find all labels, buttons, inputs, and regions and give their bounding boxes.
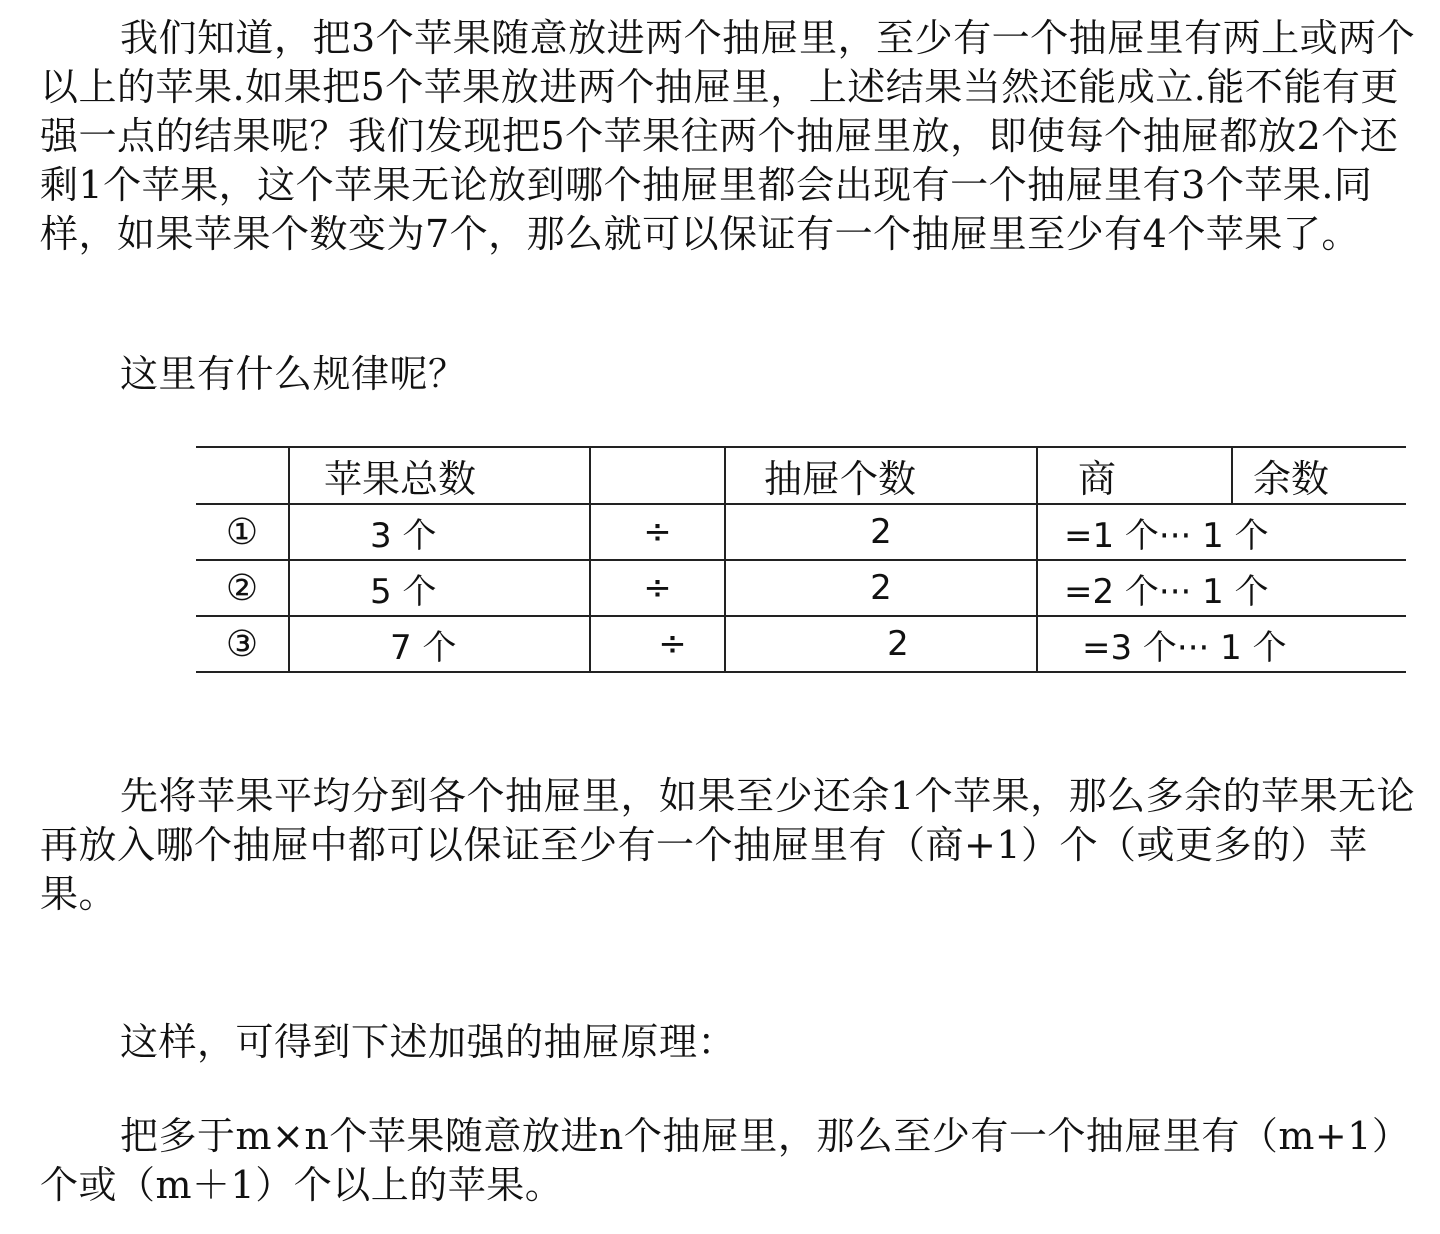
paragraph-lead-in: 这样，可得到下述加强的抽屉原理： [120, 1020, 737, 1064]
header-op [590, 447, 725, 504]
row-total: 3 个 [289, 504, 590, 560]
table-row [196, 504, 1406, 560]
paragraph-question: 这里有什么规律呢？ [120, 352, 467, 396]
row-count: 2 [725, 616, 1037, 672]
paragraph-intro: 我们知道，把3个苹果随意放进两个抽屉里，至少有一个抽屉里有两上或两个以上的苹果.如果把5个苹果放进两个抽屉里，上述结果当然还能成立.能不能有更强一点的结果呢？我们发现把5个苹果往两个抽屉里放，即使每个抽屉都放2个还剩1个苹果，这个苹果无论放到哪个抽屉里都会出现有一个抽屉里有3个苹果.同样，如果苹果个数变为7个，那么就可以保证有一个抽屉里至少有4个苹果了。 [40, 16, 1416, 256]
header-total: 苹果总数 [289, 447, 590, 504]
row-index: ① [196, 504, 289, 560]
table-row [196, 616, 1406, 672]
row-op: ÷ [590, 504, 725, 560]
row-index: ③ [196, 616, 289, 672]
row-op: ÷ [590, 560, 725, 616]
division-table [196, 446, 1330, 670]
header-quotient: 商 [1037, 447, 1232, 504]
table-row [196, 560, 1406, 616]
row-count: 2 [725, 560, 1037, 616]
paragraph-explanation: 先将苹果平均分到各个抽屉里，如果至少还余1个苹果，那么多余的苹果无论再放入哪个抽屉中都可以保证至少有一个抽屉里有（商+1）个（或更多的）苹果。 [40, 774, 1416, 916]
row-count: 2 [725, 504, 1037, 560]
paragraph-principle: 把多于m×n个苹果随意放进n个抽屉里，那么至少有一个抽屉里有（m+1）个或（m＋1）个以上的苹果。 [40, 1114, 1411, 1207]
row-op: ÷ [590, 616, 725, 672]
row-result: =2 个··· 1 个 [1037, 560, 1406, 616]
row-result: =3 个··· 1 个 [1037, 616, 1406, 672]
header-index [196, 447, 289, 504]
row-index: ② [196, 560, 289, 616]
row-total: 5 个 [289, 560, 590, 616]
row-result: =1 个··· 1 个 [1037, 504, 1406, 560]
header-count: 抽屉个数 [725, 447, 1037, 504]
row-total: 7 个 [289, 616, 590, 672]
header-remainder: 余数 [1232, 447, 1406, 504]
table-header-row [196, 447, 1406, 504]
